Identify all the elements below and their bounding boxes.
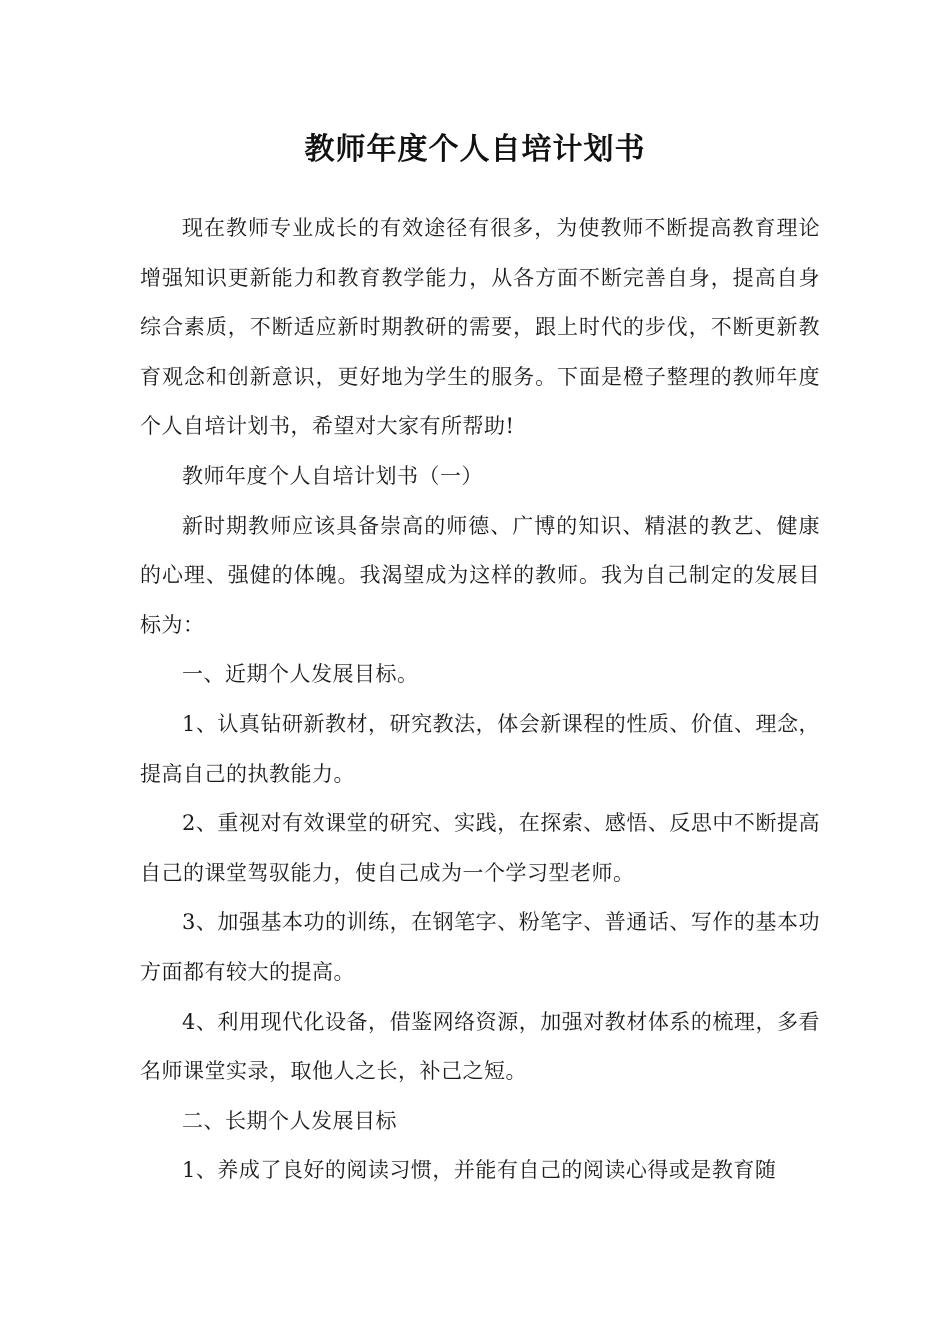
list-item: 1、认真钻研新教材，研究教法，体会新课程的性质、价值、理念，提高自己的执教能力。: [140, 711, 820, 786]
paragraph-subtitle: 教师年度个人自培计划书（一）: [182, 463, 483, 488]
section-heading: 二、长期个人发展目标: [182, 1108, 397, 1133]
list-item: 2、重视对有效课堂的研究、实践，在探索、感悟、反思中不断提高自己的课堂驾驭能力，使自己成为一个学习型老师。: [140, 811, 820, 885]
document-title: 教师年度个人自培计划书: [304, 132, 646, 167]
list-item: 4、利用现代化设备，借鉴网络资源，加强对教材体系的梳理，多看名师课堂实录，取他人之长，补己之短。: [140, 1009, 820, 1084]
document-body: [140, 204, 820, 1196]
paragraph: 新时期教师应该具备崇高的师德、广博的知识、精湛的教艺、健康的心理、强健的体魄。我渴望成为这样的教师。我为自己制定的发展目标为：: [140, 513, 820, 637]
section-heading: 一、近期个人发展目标。: [182, 662, 419, 687]
list-item: 3、加强基本功的训练，在钢笔字、粉笔字、普通话、写作的基本功方面都有较大的提高。: [140, 910, 820, 984]
list-item: 1、养成了良好的阅读习惯，并能有自己的阅读心得或是教育随: [182, 1158, 777, 1183]
paragraph-intro: 现在教师专业成长的有效途径有很多，为使教师不断提高教育理论增强知识更新能力和教育教学能力，从各方面不断完善自身，提高自身综合素质，不断适应新时期教研的需要，跟上时代的步伐，不断更新教育观念和创新意识，更好地为学生的服务。下面是橙子整理的教师年度个人自培计划书，希望对大家有所帮助!: [140, 216, 820, 439]
